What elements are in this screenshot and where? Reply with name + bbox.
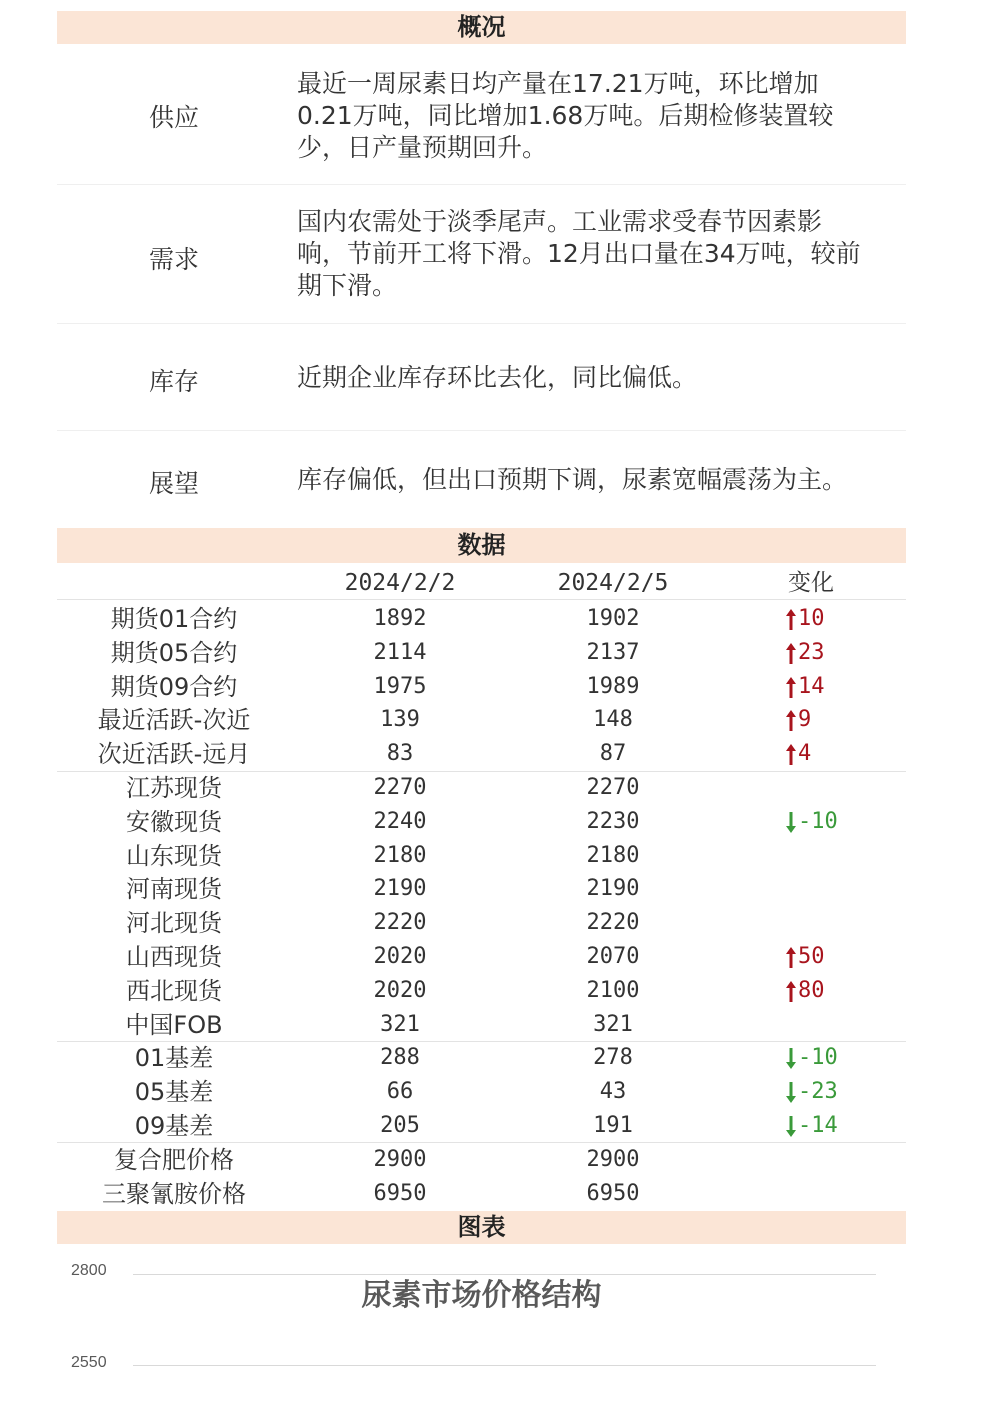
value-date2: 87 xyxy=(599,741,627,767)
row-label: 三聚氰胺价格 xyxy=(102,1179,246,1208)
change-cell xyxy=(784,805,894,839)
value-date1: 83 xyxy=(386,741,414,767)
y-tick-label: 2800 xyxy=(71,1262,107,1279)
overview-label: 需求 xyxy=(148,245,199,274)
value-date2: 2190 xyxy=(586,876,640,902)
text-line: 0.21万吨，同比增加1.68万吨。后期检修装置较 xyxy=(297,101,834,130)
table-row xyxy=(0,1075,992,1109)
y-tick-label: 2550 xyxy=(71,1354,107,1371)
value-date2: 2230 xyxy=(586,808,640,834)
divider xyxy=(57,323,906,324)
row-label: 河北现货 xyxy=(126,909,222,938)
arrow-up-icon xyxy=(784,636,798,670)
overview-text xyxy=(297,362,897,394)
value-date1: 1975 xyxy=(373,673,427,699)
change-value: -14 xyxy=(798,1113,838,1138)
gridline xyxy=(133,1365,876,1366)
row-label: 西北现货 xyxy=(126,976,222,1005)
divider xyxy=(57,430,906,431)
change-cell xyxy=(784,602,894,636)
value-date1: 2240 xyxy=(373,808,427,834)
value-date2: 191 xyxy=(593,1113,633,1138)
text-line: 期下滑。 xyxy=(297,271,398,300)
value-date1: 2114 xyxy=(373,639,427,665)
table-row xyxy=(0,1177,992,1211)
arrow-up-icon xyxy=(784,940,798,974)
change-cell xyxy=(784,1177,894,1211)
value-date2: 43 xyxy=(599,1079,627,1105)
row-label: 次近活跃-远月 xyxy=(97,740,251,769)
table-row xyxy=(0,670,992,704)
change-cell xyxy=(784,974,894,1008)
arrow-down-icon xyxy=(784,805,798,839)
data-header: 数据 xyxy=(57,528,906,563)
text-line: 库存偏低，但出口预期下调，尿素宽幅震荡为主。 xyxy=(297,465,848,494)
row-label: 09基差 xyxy=(134,1112,214,1140)
text-line: 国内农需处于淡季尾声。工业需求受春节因素影 xyxy=(297,207,823,236)
change-cell xyxy=(784,1041,894,1075)
change-cell xyxy=(784,703,894,737)
column-header-date2: 2024/2/5 xyxy=(557,570,669,596)
value-date1: 205 xyxy=(380,1113,420,1138)
row-label: 中国FOB xyxy=(125,1010,223,1039)
change-cell xyxy=(784,1143,894,1177)
change-value: 10 xyxy=(798,606,825,631)
row-label: 江苏现货 xyxy=(126,774,222,802)
table-row xyxy=(0,805,992,839)
overview-label: 库存 xyxy=(148,367,199,396)
row-label: 期货09合约 xyxy=(110,672,238,701)
change-cell xyxy=(784,1109,894,1143)
column-header-change: 变化 xyxy=(788,570,834,596)
value-date2: 2180 xyxy=(586,842,640,868)
text-line: 少，日产量预期回升。 xyxy=(297,133,548,162)
change-cell xyxy=(784,839,894,873)
value-date1: 2270 xyxy=(373,775,427,800)
value-date2: 2100 xyxy=(586,977,640,1003)
value-date2: 6950 xyxy=(586,1180,640,1206)
value-date2: 2220 xyxy=(586,910,640,936)
row-label: 山东现货 xyxy=(126,841,222,870)
table-row xyxy=(0,737,992,771)
value-date2: 321 xyxy=(593,1011,633,1037)
change-cell xyxy=(784,636,894,670)
row-label: 05基差 xyxy=(134,1078,214,1107)
arrow-up-icon xyxy=(784,602,798,636)
value-date1: 6950 xyxy=(373,1180,427,1206)
table-row xyxy=(0,771,992,805)
overview-text xyxy=(297,464,897,496)
overview-text xyxy=(297,206,897,302)
change-cell xyxy=(784,1075,894,1109)
table-row xyxy=(0,974,992,1008)
divider xyxy=(57,1041,906,1042)
value-date1: 2220 xyxy=(373,910,427,936)
arrow-up-icon xyxy=(784,974,798,1008)
value-date2: 2270 xyxy=(586,775,640,800)
row-label: 河南现货 xyxy=(126,875,222,904)
value-date2: 2070 xyxy=(586,944,640,969)
table-row xyxy=(0,636,992,670)
row-label: 期货01合约 xyxy=(110,605,238,633)
value-date1: 2180 xyxy=(373,842,427,868)
chart-header: 图表 xyxy=(57,1211,906,1244)
text-line: 最近一周尿素日均产量在17.21万吨，环比增加 xyxy=(297,69,819,98)
chart-title: 尿素市场价格结构 xyxy=(361,1278,602,1313)
value-date2: 148 xyxy=(593,707,633,733)
table-row xyxy=(0,839,992,873)
table-row xyxy=(0,1008,992,1042)
value-date2: 278 xyxy=(593,1045,633,1071)
text-line: 响，节前开工将下滑。12月出口量在34万吨，较前 xyxy=(297,239,861,268)
value-date1: 139 xyxy=(380,707,420,733)
row-label: 复合肥价格 xyxy=(114,1145,234,1174)
change-cell xyxy=(784,872,894,906)
value-date1: 321 xyxy=(380,1011,420,1037)
change-value: 4 xyxy=(798,741,812,767)
price-structure-chart xyxy=(57,1245,906,1403)
divider xyxy=(57,1142,906,1143)
change-value: -10 xyxy=(798,808,838,834)
change-cell xyxy=(784,906,894,940)
table-row xyxy=(0,602,992,636)
table-row xyxy=(0,1109,992,1143)
table-row xyxy=(0,1041,992,1075)
change-value: -23 xyxy=(798,1079,838,1105)
arrow-up-icon xyxy=(784,703,798,737)
change-cell xyxy=(784,1008,894,1042)
row-label: 山西现货 xyxy=(126,943,222,971)
row-label: 期货05合约 xyxy=(110,638,238,667)
row-label: 01基差 xyxy=(134,1044,214,1073)
change-cell xyxy=(784,737,894,771)
table-row xyxy=(0,872,992,906)
value-date1: 2020 xyxy=(373,977,427,1003)
overview-label: 展望 xyxy=(148,469,199,498)
table-row xyxy=(0,703,992,737)
value-date1: 2900 xyxy=(373,1146,427,1172)
arrow-up-icon xyxy=(784,670,798,704)
arrow-up-icon xyxy=(784,737,798,771)
table-row xyxy=(0,906,992,940)
column-header-date1: 2024/2/2 xyxy=(344,570,456,596)
change-cell xyxy=(784,940,894,974)
value-date1: 288 xyxy=(380,1045,420,1071)
arrow-down-icon xyxy=(784,1041,798,1075)
change-value: 23 xyxy=(798,639,825,665)
overview-label: 供应 xyxy=(148,103,199,132)
value-date1: 66 xyxy=(386,1079,414,1105)
value-date2: 1902 xyxy=(586,606,640,631)
table-row xyxy=(0,1143,992,1177)
change-cell xyxy=(784,771,894,805)
value-date1: 2020 xyxy=(373,944,427,969)
change-value: -10 xyxy=(798,1045,838,1071)
arrow-down-icon xyxy=(784,1075,798,1109)
value-date2: 1989 xyxy=(586,673,640,699)
change-value: 9 xyxy=(798,707,812,733)
change-cell xyxy=(784,670,894,704)
change-value: 14 xyxy=(798,673,825,699)
divider xyxy=(57,184,906,185)
value-date1: 1892 xyxy=(373,606,427,631)
divider xyxy=(57,771,906,772)
overview-text xyxy=(297,68,897,164)
text-line: 近期企业库存环比去化，同比偏低。 xyxy=(297,363,698,392)
value-date2: 2137 xyxy=(586,639,640,665)
change-value: 80 xyxy=(798,977,825,1003)
overview-header: 概况 xyxy=(57,11,906,44)
value-date1: 2190 xyxy=(373,876,427,902)
table-row xyxy=(0,940,992,974)
row-label: 最近活跃-次近 xyxy=(97,706,251,735)
row-label: 安徽现货 xyxy=(126,807,222,836)
divider xyxy=(57,599,906,600)
value-date2: 2900 xyxy=(586,1146,640,1172)
arrow-down-icon xyxy=(784,1109,798,1143)
change-value: 50 xyxy=(798,944,825,969)
